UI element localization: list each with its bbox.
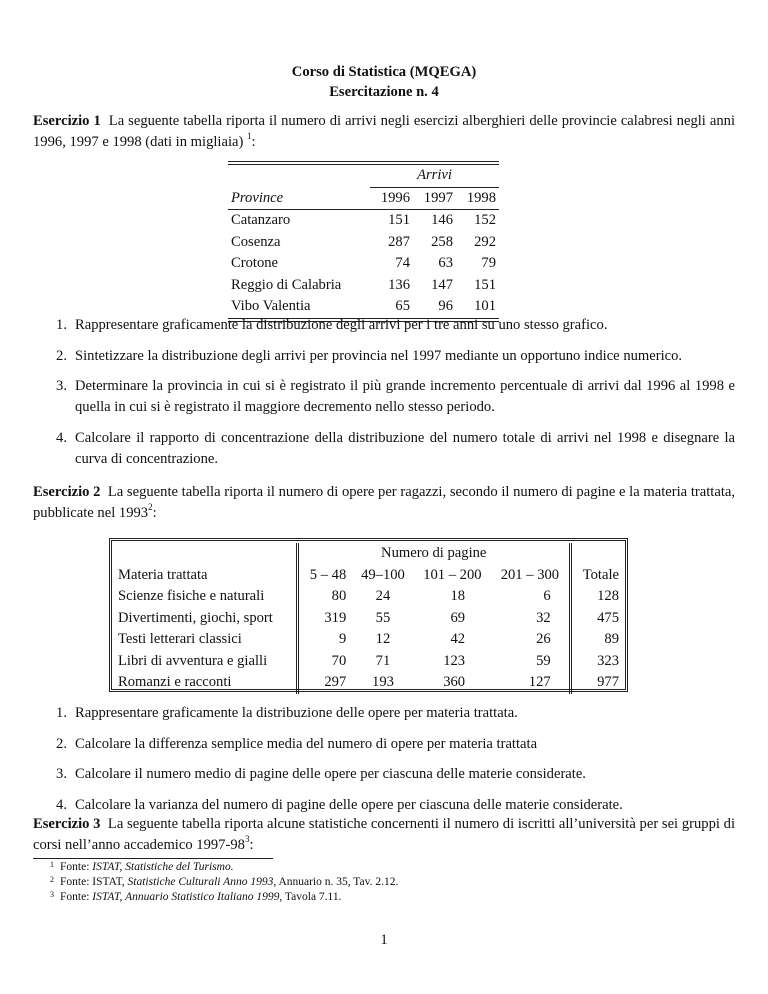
- exercise-2-colon: :: [152, 504, 157, 521]
- exercise-1-questions: [33, 315, 735, 479]
- year-header: 1997: [423, 189, 453, 206]
- document-subtitle: Esercitazione n. 4: [329, 84, 439, 100]
- exercise-3-colon: :: [249, 836, 254, 853]
- footnote-source: ISTAT, Annuario Statistico Italiano 1999: [92, 891, 280, 903]
- pages-range-header: 201 – 300: [500, 566, 560, 583]
- exercise-2-label: Esercizio 2: [33, 484, 101, 500]
- cell-value: 146: [431, 212, 453, 229]
- list-item: 4. Calcolare la varianza del numero di pagine delle opere per ciascuna delle materie considerate.: [33, 795, 735, 816]
- footnote: [50, 890, 398, 905]
- row-label: Cosenza: [231, 233, 281, 250]
- province-header: Province: [231, 189, 284, 206]
- cell-value: 123: [443, 652, 466, 669]
- cell-value: 59: [536, 652, 551, 669]
- exercise-1-colon: :: [251, 133, 256, 150]
- footnote-rest: , Tavola 7.11.: [279, 891, 342, 903]
- table-row: [112, 586, 625, 608]
- cell-value: 69: [450, 609, 466, 626]
- table-row: [228, 253, 499, 275]
- cell-value: 55: [375, 609, 391, 626]
- exercise-2-questions: [33, 703, 735, 826]
- footnote: [50, 860, 398, 875]
- table-row: [112, 651, 625, 673]
- table-row: [112, 608, 625, 630]
- footnote-prefix: Fonte:: [60, 891, 93, 903]
- row-total: 128: [570, 586, 625, 608]
- cell-value: 287: [388, 233, 410, 250]
- footnote-ref-1: 1: [247, 130, 252, 141]
- cell-value: 151: [388, 212, 410, 229]
- cell-value: 96: [438, 298, 453, 315]
- cell-value: 193: [372, 674, 394, 691]
- exercise-3-text: La seguente tabella riporta alcune statistiche concernenti il numero di iscritti all’università per sei gruppi di corsi nell’anno accademico 1997-98: [33, 816, 735, 853]
- list-item: 2. Sintetizzare la distribuzione degli arrivi per provincia nel 1997 mediante un opportuno indice numerico.: [33, 346, 735, 367]
- row-label: Crotone: [231, 255, 279, 272]
- row-label: Vibo Valentia: [231, 298, 311, 315]
- cell-value: 127: [528, 674, 551, 691]
- cell-value: 26: [536, 631, 551, 648]
- footnote-ref-3: 3: [244, 833, 250, 844]
- footnote-ref-2: 2: [148, 501, 153, 512]
- cell-value: 258: [431, 233, 453, 250]
- cell-value: 18: [450, 588, 466, 605]
- exercise-1-intro: [33, 111, 735, 152]
- exercise-3-label: Esercizio 3: [33, 816, 101, 832]
- list-item: 1. Rappresentare graficamente la distribuzione degli arrivi per i tre anni su uno stesso grafico.: [33, 315, 735, 336]
- cell-value: 147: [431, 276, 453, 293]
- cell-value: 32: [536, 609, 551, 626]
- exercise-3-intro: [33, 814, 735, 855]
- table-row: [112, 672, 625, 694]
- footnote-rest: , Annuario n. 35, Tav. 2.12.: [273, 876, 399, 888]
- cell-value: 42: [450, 631, 466, 648]
- row-label: Divertimenti, giochi, sport: [112, 608, 297, 630]
- arrivals-table: [228, 161, 499, 322]
- question-text: Rappresentare graficamente la distribuzione delle opere per materia trattata.: [75, 705, 518, 721]
- page-number: 1: [380, 932, 388, 948]
- cell-value: 74: [395, 255, 410, 272]
- cell-value: 136: [388, 276, 410, 293]
- exercise-1-label: Esercizio 1: [33, 113, 101, 129]
- document-title: Corso di Statistica (MQEGA): [291, 64, 477, 80]
- cell-value: 71: [375, 652, 391, 669]
- footnote: [50, 875, 399, 890]
- pages-header: Numero di pagine: [381, 545, 487, 562]
- cell-value: 151: [474, 276, 496, 293]
- footnote-rule: [33, 858, 273, 859]
- question-text: Sintetizzare la distribuzione degli arrivi per provincia nel 1997 mediante un opportuno indice numerico.: [75, 347, 683, 364]
- row-label: Romanzi e racconti: [112, 672, 297, 694]
- footnote-source: ISTAT, Statistiche del Turismo.: [92, 861, 234, 873]
- list-item: 1. Rappresentare graficamente la distribuzione delle opere per materia trattata.: [33, 703, 735, 724]
- row-total: 475: [570, 608, 625, 630]
- exercise-1-text: La seguente tabella riporta il numero di arrivi negli esercizi alberghieri delle provincie calabresi negli anni 1996, 1997 e 1998 (dati in migliaia): [33, 113, 735, 150]
- list-item: 4. Calcolare il rapporto di concentrazione della distribuzione del numero totale di arrivi nel 1998 e disegnare la curva di concentrazione.: [33, 428, 735, 469]
- pages-range-header: 5 – 48: [309, 566, 347, 583]
- question-text: Calcolare la differenza semplice media del numero di opere per materia trattata: [75, 735, 538, 752]
- footnote-mark: 2: [50, 875, 54, 884]
- footnote-prefix: Fonte: ISTAT,: [60, 876, 128, 888]
- footnote-prefix: Fonte:: [60, 861, 93, 873]
- exercise-2-text: La seguente tabella riporta il numero di opere per ragazzi, secondo il numero di pagine e la materia trattata, pubblicate nel 1993: [33, 484, 736, 521]
- question-text: Determinare la provincia in cui si è registrato il più grande incremento percentuale di arrivi dal 1996 al 1998 e quella in cui si è registrato il maggiore decremento nello stesso periodo.: [75, 378, 735, 416]
- list-item: 3. Calcolare il numero medio di pagine delle opere per ciascuna delle materie considerate.: [33, 764, 735, 785]
- table-row: [228, 232, 499, 254]
- cell-value: 297: [324, 674, 347, 691]
- cell-value: 80: [331, 588, 347, 605]
- year-header: 1998: [466, 189, 496, 206]
- row-total: 323: [570, 651, 625, 673]
- cell-value: 360: [443, 674, 466, 691]
- footnotes: [50, 860, 399, 905]
- footnote-source: Statistiche Culturali Anno 1993: [127, 876, 274, 888]
- row-label: Catanzaro: [231, 212, 291, 229]
- exercise-2-intro: [33, 482, 735, 523]
- footnote-mark: 3: [50, 890, 54, 899]
- cell-value: 63: [438, 255, 453, 272]
- question-text: Calcolare il numero medio di pagine delle opere per ciascuna delle materie considerate.: [75, 766, 586, 783]
- cell-value: 319: [324, 609, 347, 626]
- question-text: Calcolare la varianza del numero di pagine delle opere per ciascuna delle materie considerate.: [75, 797, 623, 814]
- year-header: 1996: [380, 189, 410, 206]
- table-row: [228, 210, 499, 232]
- row-label: Scienze fisiche e naturali: [112, 586, 297, 608]
- row-label: Reggio di Calabria: [231, 276, 342, 293]
- table-row: [228, 275, 499, 297]
- cell-value: 292: [474, 233, 496, 250]
- cell-value: 65: [395, 298, 410, 315]
- arrivi-header: Arrivi: [370, 165, 499, 187]
- subject-header: Materia trattata: [112, 565, 297, 587]
- row-label: Testi letterari classici: [112, 629, 297, 651]
- pages-range-header: 101 – 200: [423, 566, 482, 583]
- pages-range-header: 49–100: [361, 566, 405, 583]
- question-text: Rappresentare graficamente la distribuzione degli arrivi per i tre anni su uno stesso grafico.: [75, 317, 608, 333]
- cell-value: 6: [543, 588, 551, 605]
- row-label: Libri di avventura e gialli: [112, 651, 297, 673]
- cell-value: 101: [474, 298, 496, 315]
- footnote-mark: 1: [50, 860, 54, 869]
- books-table: [109, 538, 628, 692]
- cell-value: 70: [331, 652, 347, 669]
- list-item: 2. Calcolare la differenza semplice media del numero di opere per materia trattata: [33, 734, 735, 755]
- question-text: Calcolare il rapporto di concentrazione della distribuzione del numero totale di arrivi nel 1998 e disegnare la curva di concentrazione.: [75, 429, 735, 467]
- cell-value: 152: [474, 212, 496, 229]
- cell-value: 24: [375, 588, 391, 605]
- cell-value: 9: [338, 631, 347, 648]
- row-total: 89: [570, 629, 625, 651]
- total-header: Totale: [570, 565, 625, 587]
- row-total: 977: [570, 672, 625, 694]
- table-row: [112, 629, 625, 651]
- list-item: 3. Determinare la provincia in cui si è registrato il più grande incremento percentuale di arrivi dal 1996 al 1998 e quella in cui si è registrato il maggiore decremento nello stesso periodo.: [33, 376, 735, 417]
- cell-value: 79: [481, 255, 496, 272]
- cell-value: 12: [375, 631, 391, 648]
